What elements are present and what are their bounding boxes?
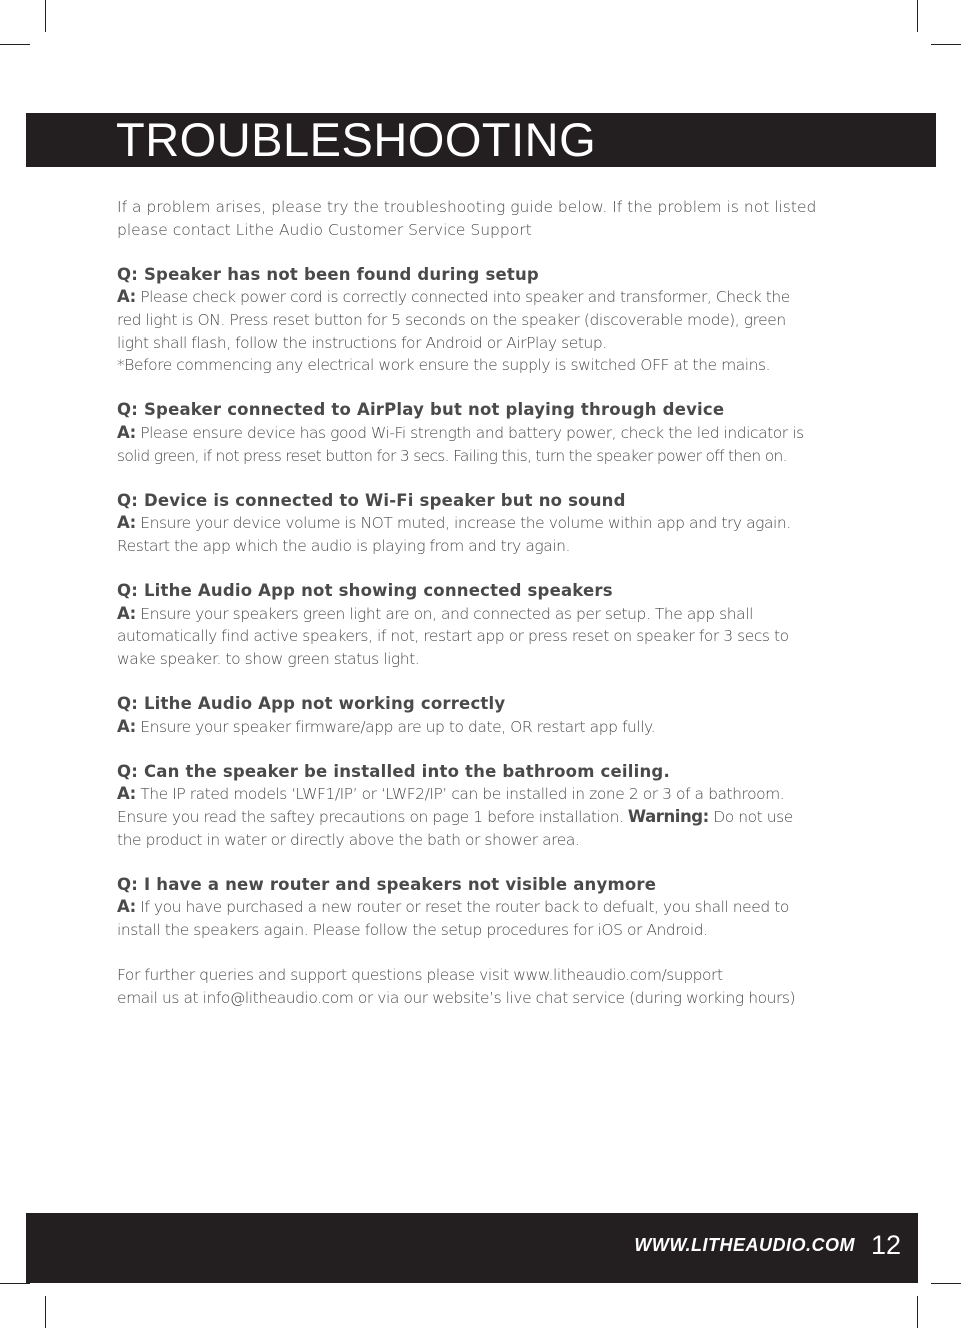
answer-label: A:: [117, 422, 136, 442]
faq-question: Q: Lithe Audio App not working correctly: [117, 694, 506, 714]
answer-text: Please ensure device has good Wi-Fi strength and battery power, check the led indicator is: [140, 423, 804, 442]
faq-answer-line: [117, 806, 817, 829]
title-bar: [26, 113, 936, 167]
answer-text: Ensure your speaker firmware/app are up to date, OR restart app fully.: [140, 717, 656, 736]
faq-item: [117, 874, 817, 942]
page-title: TROUBLESHOOTING: [116, 113, 597, 166]
faq-answer-line: [117, 422, 817, 445]
answer-text: Ensure your speakers green light are on, and connected as per setup. The app shall: [140, 604, 753, 623]
faq-item: [117, 490, 817, 558]
answer-label: A:: [117, 287, 136, 307]
answer-text: Please check power cord is correctly connected into speaker and transformer, Check the: [140, 288, 790, 307]
faq-answer-line: [117, 896, 817, 919]
faq-answer-line: the product in water or directly above the bath or shower area.: [117, 830, 580, 849]
answer-label: A:: [117, 716, 136, 736]
faq-answer-line: Restart the app which the audio is playing from and try again.: [117, 536, 571, 555]
page-number: 12: [870, 1230, 901, 1260]
answer-label: A:: [117, 513, 136, 533]
faq-item: [117, 761, 817, 851]
crop-mark: [931, 1283, 961, 1284]
faq-question: Q: I have a new router and speakers not visible anymore: [117, 874, 657, 894]
faq-answer-line: solid green, if not press reset button for 3 secs. Failing this, turn the speaker power off then on.: [117, 446, 787, 465]
faq-item: [117, 693, 817, 738]
faq-question: Q: Speaker connected to AirPlay but not playing through device: [117, 400, 725, 420]
support-line: For further queries and support questions please visit www.litheaudio.com/support: [117, 966, 723, 985]
answer-label: A:: [117, 897, 136, 917]
faq-question: Q: Can the speaker be installed into the bathroom ceiling.: [117, 761, 670, 781]
faq-answer-line: install the speakers again. Please follow the setup procedures for iOS or Android.: [117, 921, 708, 939]
faq-question: Q: Lithe Audio App not showing connected speakers: [117, 581, 613, 601]
faq-question: Q: Device is connected to Wi-Fi speaker but no sound: [117, 490, 626, 510]
faq-answer-line: [117, 716, 817, 739]
answer-text: Ensure you read the saftey precautions on page 1 before installation.: [117, 808, 624, 827]
answer-text: Ensure your device volume is NOT muted, increase the volume within app and try again.: [140, 514, 791, 533]
answer-text: If you have purchased a new router or reset the router back to defualt, you shall need to: [140, 898, 789, 917]
faq-answer-line: light shall flash, follow the instructions for Android or AirPlay setup.: [117, 333, 607, 352]
faq-answer-line: red light is ON. Press reset button for 5 seconds on the speaker (discoverable mode), green: [117, 310, 786, 329]
answer-text: Do not use: [713, 808, 793, 827]
faq-answer-line: [117, 603, 817, 626]
website-link[interactable]: WWW.LITHEAUDIO.COM: [634, 1235, 855, 1255]
answer-label: A:: [117, 784, 136, 804]
crop-mark: [917, 0, 918, 32]
faq-item: [117, 580, 817, 670]
faq-answer-line: automatically find active speakers, if not, restart app or press reset on speaker for 3 secs to: [117, 627, 789, 646]
faq-answer-line: [117, 783, 817, 806]
faq-answer-line: *Before commencing any electrical work ensure the supply is switched OFF at the mains.: [117, 356, 771, 375]
crop-mark: [45, 1296, 46, 1328]
intro-line: please contact Lithe Audio Customer Service Support: [117, 220, 532, 239]
faq-item: [117, 399, 817, 467]
crop-mark: [0, 1283, 30, 1284]
warning-label: Warning:: [627, 807, 709, 827]
faq-answer-line: [117, 286, 817, 309]
answer-label: A:: [117, 603, 136, 623]
crop-mark: [917, 1296, 918, 1328]
support-line: email us at info@litheaudio.com or via our website’s live chat service (during working hours): [117, 988, 796, 1007]
answer-text: The IP rated models ‘LWF1/IP’ or ‘LWF2/IP’ can be installed in zone 2 or 3 of a bathroom.: [140, 785, 785, 804]
intro-line: If a problem arises, please try the troubleshooting guide below. If the problem is not listed: [117, 198, 817, 216]
crop-mark: [0, 44, 30, 45]
faq-question: Q: Speaker has not been found during setup: [117, 264, 539, 284]
troubleshooting-content: [117, 196, 817, 1009]
faq-answer-line: wake speaker. to show green status light.: [117, 649, 420, 668]
footer-bar: [26, 1213, 918, 1283]
crop-mark: [45, 0, 46, 32]
faq-item: [117, 264, 817, 377]
crop-mark: [931, 44, 961, 45]
faq-answer-line: [117, 512, 817, 535]
